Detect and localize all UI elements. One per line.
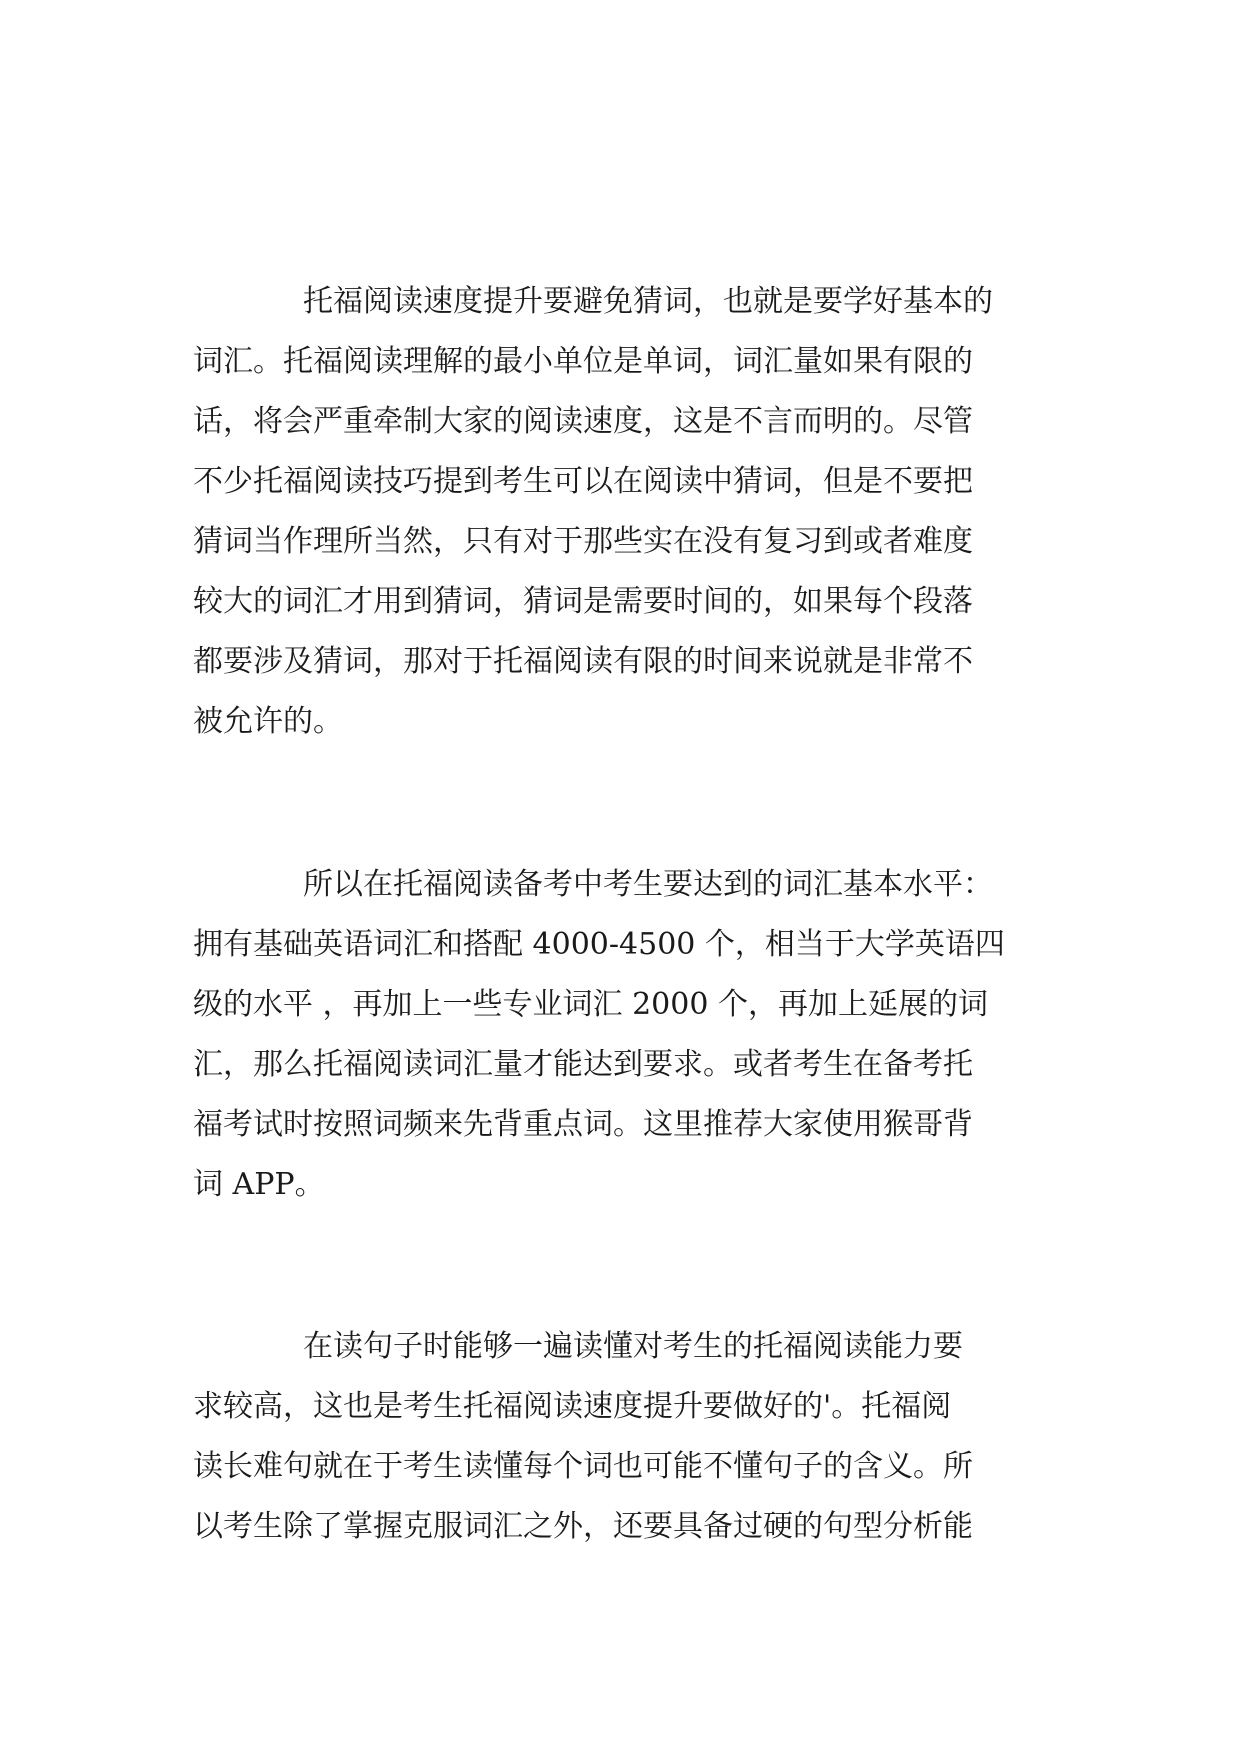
paragraph-line: 汇，那么托福阅读词汇量才能达到要求。或者考生在备考托 xyxy=(193,1047,973,1082)
paragraph-line: 被允许的。 xyxy=(193,704,343,739)
paragraph-vocabulary-level xyxy=(193,855,1053,1215)
paragraph-line: 求较高，这也是考生托福阅读速度提升要做好的'。托福阅 xyxy=(193,1389,952,1424)
paragraph-line: 所以在托福阅读备考中考生要达到的词汇基本水平： xyxy=(303,867,993,902)
paragraph-line: 拥有基础英语词汇和搭配 4000-4500 个，相当于大学英语四 xyxy=(193,927,1005,962)
paragraph-line: 话，将会严重牵制大家的阅读速度，这是不言而明的。尽管 xyxy=(193,404,973,439)
paragraph-line: 在读句子时能够一遍读懂对考生的托福阅读能力要 xyxy=(303,1329,963,1364)
paragraph-line: 词汇。托福阅读理解的最小单位是单词，词汇量如果有限的 xyxy=(193,344,973,379)
paragraph-line: 猜词当作理所当然，只有对于那些实在没有复习到或者难度 xyxy=(193,524,973,559)
paragraph-line: 较大的词汇才用到猜词，猜词是需要时间的，如果每个段落 xyxy=(193,584,973,619)
paragraph-line: 级的水平 ，再加上一些专业词汇 2000 个，再加上延展的词 xyxy=(193,987,988,1022)
paragraph-line: 都要涉及猜词，那对于托福阅读有限的时间来说就是非常不 xyxy=(193,644,973,679)
paragraph-line: 托福阅读速度提升要避免猜词，也就是要学好基本的 xyxy=(303,284,993,319)
paragraph-line: 读长难句就在于考生读懂每个词也可能不懂句子的含义。所 xyxy=(193,1449,973,1484)
paragraph-line: 以考生除了掌握克服词汇之外，还要具备过硬的句型分析能 xyxy=(193,1509,973,1544)
paragraph-line: 词 APP。 xyxy=(193,1167,325,1202)
paragraph-line: 福考试时按照词频来先背重点词。这里推荐大家使用猴哥背 xyxy=(193,1107,973,1142)
paragraph-vocabulary-guessing xyxy=(193,272,1053,752)
paragraph-sentence-reading xyxy=(193,1317,1053,1557)
paragraph-line: 不少托福阅读技巧提到考生可以在阅读中猜词，但是不要把 xyxy=(193,464,973,499)
